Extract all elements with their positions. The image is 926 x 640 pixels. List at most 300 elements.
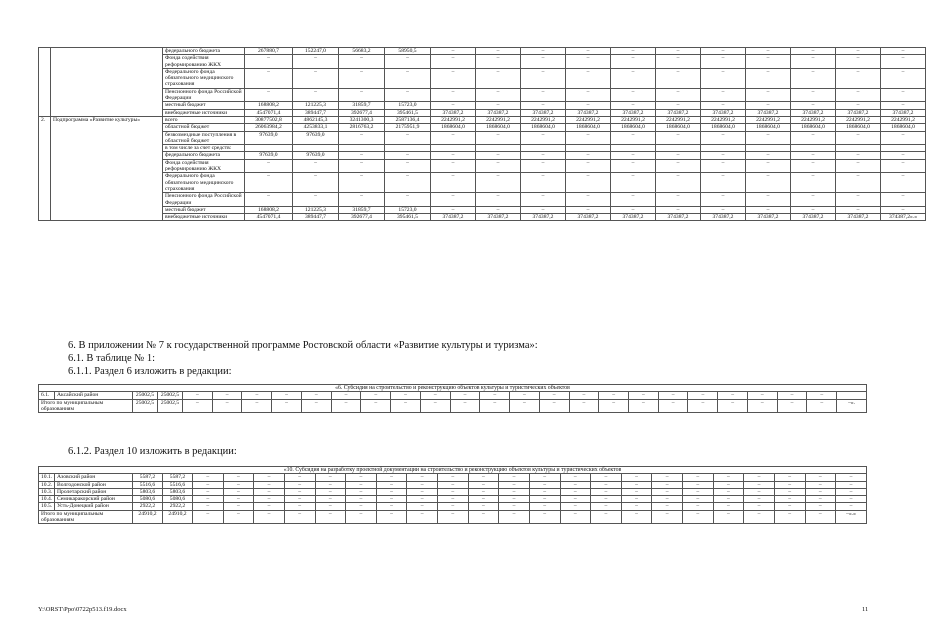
- row-number-cell: 10.1.: [39, 474, 55, 481]
- value-cell: 2242991,2: [476, 116, 521, 123]
- value-cell: [431, 145, 476, 152]
- value-cell: –: [656, 193, 701, 207]
- value-cell: –: [718, 399, 748, 413]
- value-cell: –: [346, 474, 377, 481]
- value-cell: –: [468, 481, 499, 488]
- table-row: [39, 399, 867, 413]
- value-cell: –: [193, 481, 224, 488]
- value-cell: –: [744, 510, 775, 524]
- value-cell: 15723,0: [385, 102, 431, 109]
- value-cell: –: [385, 173, 431, 193]
- heading-6: 6. В приложении № 7 к государственной программе Ростовской области «Развитие культуры и туризма»:: [68, 340, 538, 351]
- value-cell: [656, 145, 701, 152]
- row-number-cell: 2.: [39, 116, 51, 220]
- table-row: [39, 474, 867, 481]
- value-cell: –: [193, 488, 224, 495]
- value-cell: –: [315, 488, 346, 495]
- value-cell: –: [499, 503, 530, 510]
- value-cell: 5587,2: [163, 474, 193, 481]
- source-cell: федерального бюджета: [163, 48, 245, 55]
- source-cell: в том числе за счет средств:: [163, 145, 245, 152]
- value-cell: –: [652, 503, 683, 510]
- value-cell: –: [385, 68, 431, 88]
- value-cell: –: [521, 102, 566, 109]
- value-cell: –: [611, 68, 656, 88]
- value-cell: –: [376, 474, 407, 481]
- value-cell: [476, 145, 521, 152]
- table-row: [39, 510, 867, 524]
- value-cell: –: [212, 392, 242, 399]
- value-cell: 374387,2: [791, 214, 836, 221]
- value-cell: –: [339, 193, 385, 207]
- value-cell: –: [566, 68, 611, 88]
- value-cell: –: [621, 481, 652, 488]
- value-cell: –: [658, 399, 688, 413]
- value-cell: 374387,2: [791, 109, 836, 116]
- value-cell: –: [836, 206, 881, 213]
- value-cell: –: [431, 152, 476, 159]
- value-cell: –: [242, 399, 272, 413]
- value-cell: –: [272, 399, 302, 413]
- value-cell: –: [746, 102, 791, 109]
- value-cell: –: [293, 159, 339, 173]
- value-cell: –: [254, 510, 285, 524]
- source-cell: местный бюджет: [163, 102, 245, 109]
- value-cell: –: [836, 481, 867, 488]
- value-cell: –: [376, 503, 407, 510]
- value-cell: 1868604,0: [521, 124, 566, 131]
- caption-row: [39, 467, 867, 474]
- source-cell: Фонда содействия реформированию ЖКХ: [163, 159, 245, 173]
- value-cell: –: [701, 55, 746, 69]
- row-number-cell: 6.1.: [39, 392, 55, 399]
- value-cell: –: [284, 488, 315, 495]
- section-caption: «6. Субсидия на строительство и реконструкцию объектов культуры и туристических объектов: [39, 385, 867, 392]
- value-cell: 389447,7: [293, 214, 339, 221]
- value-cell: 26063984,2: [245, 124, 293, 131]
- value-cell: –: [193, 510, 224, 524]
- value-cell: –: [746, 55, 791, 69]
- value-cell: –: [836, 474, 867, 481]
- value-cell: –: [746, 48, 791, 55]
- value-cell: –: [747, 392, 777, 399]
- value-cell: –: [744, 496, 775, 503]
- value-cell: 4547071,4: [245, 109, 293, 116]
- value-cell: –: [566, 102, 611, 109]
- value-cell: –: [560, 510, 591, 524]
- value-cell: –: [566, 159, 611, 173]
- value-cell: 374387,2: [656, 109, 701, 116]
- value-cell: 1868604,0: [431, 124, 476, 131]
- value-cell: –: [476, 55, 521, 69]
- value-cell: –: [480, 399, 510, 413]
- value-cell: –: [805, 496, 836, 503]
- value-cell: –: [539, 399, 569, 413]
- value-cell: 389447,7: [293, 109, 339, 116]
- value-cell: –: [468, 510, 499, 524]
- value-cell: –: [476, 206, 521, 213]
- value-cell: –: [746, 206, 791, 213]
- value-cell: –: [193, 474, 224, 481]
- value-cell: –: [746, 159, 791, 173]
- value-cell: 97639,0: [245, 131, 293, 145]
- value-cell: –: [746, 131, 791, 145]
- value-cell: –: [431, 206, 476, 213]
- value-cell: –: [701, 159, 746, 173]
- value-cell: –: [683, 488, 714, 495]
- value-cell: –: [683, 474, 714, 481]
- value-cell: –: [569, 392, 599, 399]
- value-cell: 5080,6: [133, 496, 163, 503]
- value-cell: 168808,2: [245, 206, 293, 213]
- value-cell: –: [521, 131, 566, 145]
- value-cell: –: [212, 399, 242, 413]
- source-cell: внебюджетные источники: [163, 109, 245, 116]
- value-cell: –: [791, 173, 836, 193]
- value-cell: –: [431, 68, 476, 88]
- value-cell: 5516,6: [163, 481, 193, 488]
- value-cell: –: [701, 193, 746, 207]
- value-cell: –: [591, 488, 622, 495]
- source-cell: внебюджетные источники: [163, 214, 245, 221]
- value-cell: –: [529, 503, 560, 510]
- value-cell: –: [591, 474, 622, 481]
- value-cell: –: [656, 68, 701, 88]
- value-cell: 374387,2: [431, 109, 476, 116]
- value-cell: –: [468, 496, 499, 503]
- value-cell: –: [805, 474, 836, 481]
- value-cell: –: [529, 474, 560, 481]
- value-cell: –: [521, 48, 566, 55]
- value-cell: –: [774, 481, 805, 488]
- value-cell: –: [223, 481, 254, 488]
- source-cell: Федерального фонда обязательного медицинского страхования: [163, 173, 245, 193]
- value-cell: 97639,0: [245, 152, 293, 159]
- value-cell: –: [438, 510, 469, 524]
- value-cell: –: [652, 474, 683, 481]
- row-number-cell: 10.5.: [39, 503, 55, 510]
- value-cell: –: [701, 48, 746, 55]
- value-cell: –: [521, 88, 566, 102]
- value-cell: –: [881, 48, 926, 55]
- value-cell: –: [510, 399, 540, 413]
- value-cell: 4862145,3: [293, 116, 339, 123]
- value-cell: –: [746, 68, 791, 88]
- value-cell: –: [254, 474, 285, 481]
- value-cell: –: [836, 173, 881, 193]
- value-cell: [791, 145, 836, 152]
- table-row: [39, 193, 926, 207]
- heading-6-1: 6.1. В таблице № 1:: [68, 353, 156, 364]
- value-cell: 374387,2: [836, 109, 881, 116]
- value-cell: 395461,5: [385, 109, 431, 116]
- value-cell: –: [807, 392, 837, 399]
- value-cell: –: [629, 399, 659, 413]
- value-cell: –: [656, 206, 701, 213]
- table-row: [39, 102, 926, 109]
- value-cell: –: [683, 496, 714, 503]
- value-cell: –: [713, 481, 744, 488]
- program-cell: [51, 48, 163, 117]
- value-cell: 15723,0: [385, 206, 431, 213]
- value-cell: –: [836, 55, 881, 69]
- total-label-cell: Итого по муниципальным образованиям: [39, 399, 133, 413]
- value-cell: –: [746, 152, 791, 159]
- value-cell: –: [566, 48, 611, 55]
- value-cell: –: [476, 68, 521, 88]
- table-row: [39, 152, 926, 159]
- value-cell: 5516,6: [133, 481, 163, 488]
- value-cell: –: [701, 173, 746, 193]
- value-cell: –: [791, 48, 836, 55]
- value-cell: –: [836, 131, 881, 145]
- value-cell: 25002,5: [158, 392, 183, 399]
- value-cell: [881, 145, 926, 152]
- value-cell: –: [431, 193, 476, 207]
- value-cell: –: [315, 496, 346, 503]
- district-name-cell: Волгодонской район: [55, 481, 133, 488]
- value-cell: 374387,2: [476, 214, 521, 221]
- value-cell: –: [791, 206, 836, 213]
- value-cell: –: [656, 55, 701, 69]
- value-cell: –: [774, 496, 805, 503]
- source-cell: Фонда содействия реформированию ЖКХ: [163, 55, 245, 69]
- value-cell: –: [611, 159, 656, 173]
- value-cell: –: [245, 68, 293, 88]
- value-cell: –: [746, 193, 791, 207]
- value-cell: –: [339, 131, 385, 145]
- value-cell: –: [791, 68, 836, 88]
- value-cell: –: [713, 496, 744, 503]
- value-cell: –: [560, 474, 591, 481]
- value-cell: –: [420, 392, 450, 399]
- row-number-cell: [39, 48, 51, 117]
- value-cell: –: [315, 510, 346, 524]
- value-cell: –: [431, 55, 476, 69]
- value-cell: –: [254, 496, 285, 503]
- table-row: [39, 68, 926, 88]
- value-cell: 392677,4: [339, 109, 385, 116]
- value-cell: –: [836, 159, 881, 173]
- value-cell: –: [652, 481, 683, 488]
- value-cell: 56683,2: [339, 48, 385, 55]
- value-cell: –: [791, 88, 836, 102]
- value-cell: –: [560, 481, 591, 488]
- value-cell: –: [254, 488, 285, 495]
- value-cell: –: [339, 159, 385, 173]
- value-cell: 2816763,2: [339, 124, 385, 131]
- value-cell: –: [652, 510, 683, 524]
- value-cell: –: [499, 496, 530, 503]
- value-cell: –: [701, 102, 746, 109]
- value-cell: –: [791, 55, 836, 69]
- value-cell: –: [566, 206, 611, 213]
- value-cell: –: [836, 496, 867, 503]
- value-cell: 24910,2: [163, 510, 193, 524]
- value-cell: –: [476, 102, 521, 109]
- value-cell: 2242991,2: [431, 116, 476, 123]
- value-cell: 1868604,0: [881, 124, 926, 131]
- value-cell: –: [293, 193, 339, 207]
- value-cell: –: [376, 481, 407, 488]
- value-cell: 1868604,0: [701, 124, 746, 131]
- value-cell: –: [438, 481, 469, 488]
- table-row: [39, 109, 926, 116]
- district-name-cell: Пролетарский район: [55, 488, 133, 495]
- value-cell: –: [284, 496, 315, 503]
- value-cell: –: [836, 503, 867, 510]
- heading-6-1-1: 6.1.1. Раздел 6 изложить в редакции:: [68, 366, 232, 377]
- value-cell: –: [385, 131, 431, 145]
- value-cell: –: [688, 399, 718, 413]
- value-cell: –: [629, 392, 659, 399]
- value-cell: –: [468, 488, 499, 495]
- value-cell: –: [658, 392, 688, 399]
- value-cell: –: [438, 496, 469, 503]
- value-cell: –: [560, 503, 591, 510]
- value-cell: –: [566, 88, 611, 102]
- table-row: [39, 48, 926, 55]
- value-cell: 374387,2: [611, 214, 656, 221]
- value-cell: –: [791, 131, 836, 145]
- value-cell: –: [652, 488, 683, 495]
- value-cell: –: [193, 503, 224, 510]
- table-row: [39, 488, 867, 495]
- value-cell: –: [591, 496, 622, 503]
- value-cell: –: [223, 510, 254, 524]
- row-number-cell: 10.3.: [39, 488, 55, 495]
- main-funding-table: [38, 47, 926, 221]
- value-cell: –: [881, 193, 926, 207]
- value-cell: –: [836, 193, 881, 207]
- value-cell: 2242991,2: [746, 116, 791, 123]
- value-cell: –: [656, 131, 701, 145]
- source-cell: безвозмездные поступления в областной бюджет: [163, 131, 245, 145]
- value-cell: [836, 145, 881, 152]
- program-cell: Подпрограмма «Развитие культуры»: [51, 116, 163, 220]
- row-number-cell: 10.2.: [39, 481, 55, 488]
- district-name-cell: Аксайский район: [55, 392, 133, 399]
- value-cell: 267880,7: [245, 48, 293, 55]
- value-cell: –: [521, 206, 566, 213]
- value-cell: 30877502,8: [245, 116, 293, 123]
- value-cell: –: [566, 193, 611, 207]
- value-cell: –: [301, 392, 331, 399]
- value-cell: –: [476, 193, 521, 207]
- value-cell: 374387,2: [566, 109, 611, 116]
- value-cell: –: [339, 55, 385, 69]
- value-cell: 31859,7: [339, 206, 385, 213]
- value-cell: –: [339, 173, 385, 193]
- value-cell: –: [744, 503, 775, 510]
- value-cell: –: [774, 503, 805, 510]
- value-cell: –: [656, 173, 701, 193]
- value-cell: –: [701, 152, 746, 159]
- value-cell: –: [431, 131, 476, 145]
- value-cell: –: [881, 102, 926, 109]
- value-cell: –: [315, 481, 346, 488]
- value-cell: –: [476, 173, 521, 193]
- value-cell: –: [284, 481, 315, 488]
- footer-file-path: Y:\ORST\Ppo\0722p513.f19.docx: [38, 606, 127, 613]
- section-10-table: [38, 466, 867, 524]
- value-cell: –: [656, 102, 701, 109]
- value-cell: –: [242, 392, 272, 399]
- table-row: [39, 496, 867, 503]
- value-cell: –: [713, 503, 744, 510]
- value-cell: –: [245, 88, 293, 102]
- table-row: [39, 116, 926, 123]
- value-cell: [566, 145, 611, 152]
- value-cell: –: [391, 399, 421, 413]
- value-cell: –: [836, 102, 881, 109]
- value-cell: –: [293, 173, 339, 193]
- value-cell: –: [431, 88, 476, 102]
- value-cell: –: [611, 131, 656, 145]
- value-cell: –: [376, 496, 407, 503]
- value-cell: –: [744, 488, 775, 495]
- value-cell: –: [183, 392, 213, 399]
- value-cell: –».: [837, 399, 867, 413]
- value-cell: –: [713, 488, 744, 495]
- value-cell: –: [245, 159, 293, 173]
- value-cell: –: [611, 55, 656, 69]
- value-cell: –: [476, 152, 521, 159]
- value-cell: [746, 145, 791, 152]
- value-cell: –: [744, 481, 775, 488]
- value-cell: –: [521, 55, 566, 69]
- value-cell: 2587136,4: [385, 116, 431, 123]
- value-cell: 5587,2: [133, 474, 163, 481]
- value-cell: –: [621, 503, 652, 510]
- value-cell: 395461,5: [385, 214, 431, 221]
- value-cell: –: [438, 474, 469, 481]
- value-cell: –: [836, 48, 881, 55]
- value-cell: –: [591, 481, 622, 488]
- table-row: [39, 173, 926, 193]
- value-cell: –: [683, 510, 714, 524]
- value-cell: 3241300,3: [339, 116, 385, 123]
- table-row: [39, 392, 867, 399]
- value-cell: 2175951,9: [385, 124, 431, 131]
- value-cell: –: [476, 88, 521, 102]
- value-cell: –: [777, 399, 807, 413]
- value-cell: –: [621, 474, 652, 481]
- value-cell: –: [621, 496, 652, 503]
- value-cell: 2242991,2: [791, 116, 836, 123]
- value-cell: –: [683, 503, 714, 510]
- heading-6-1-2: 6.1.2. Раздел 10 изложить в редакции:: [68, 446, 237, 457]
- value-cell: [837, 392, 867, 399]
- value-cell: –: [339, 68, 385, 88]
- value-cell: [339, 145, 385, 152]
- value-cell: –: [791, 193, 836, 207]
- value-cell: –: [431, 173, 476, 193]
- footer-page-number: 11: [862, 606, 869, 613]
- value-cell: –: [476, 48, 521, 55]
- value-cell: –: [245, 173, 293, 193]
- value-cell: 2242991,2: [701, 116, 746, 123]
- value-cell: –: [611, 102, 656, 109]
- value-cell: –: [836, 68, 881, 88]
- value-cell: 4253833,1: [293, 124, 339, 131]
- value-cell: –: [339, 152, 385, 159]
- value-cell: –: [499, 488, 530, 495]
- value-cell: –: [713, 510, 744, 524]
- value-cell: –: [599, 399, 629, 413]
- value-cell: –: [346, 510, 377, 524]
- value-cell: –: [688, 392, 718, 399]
